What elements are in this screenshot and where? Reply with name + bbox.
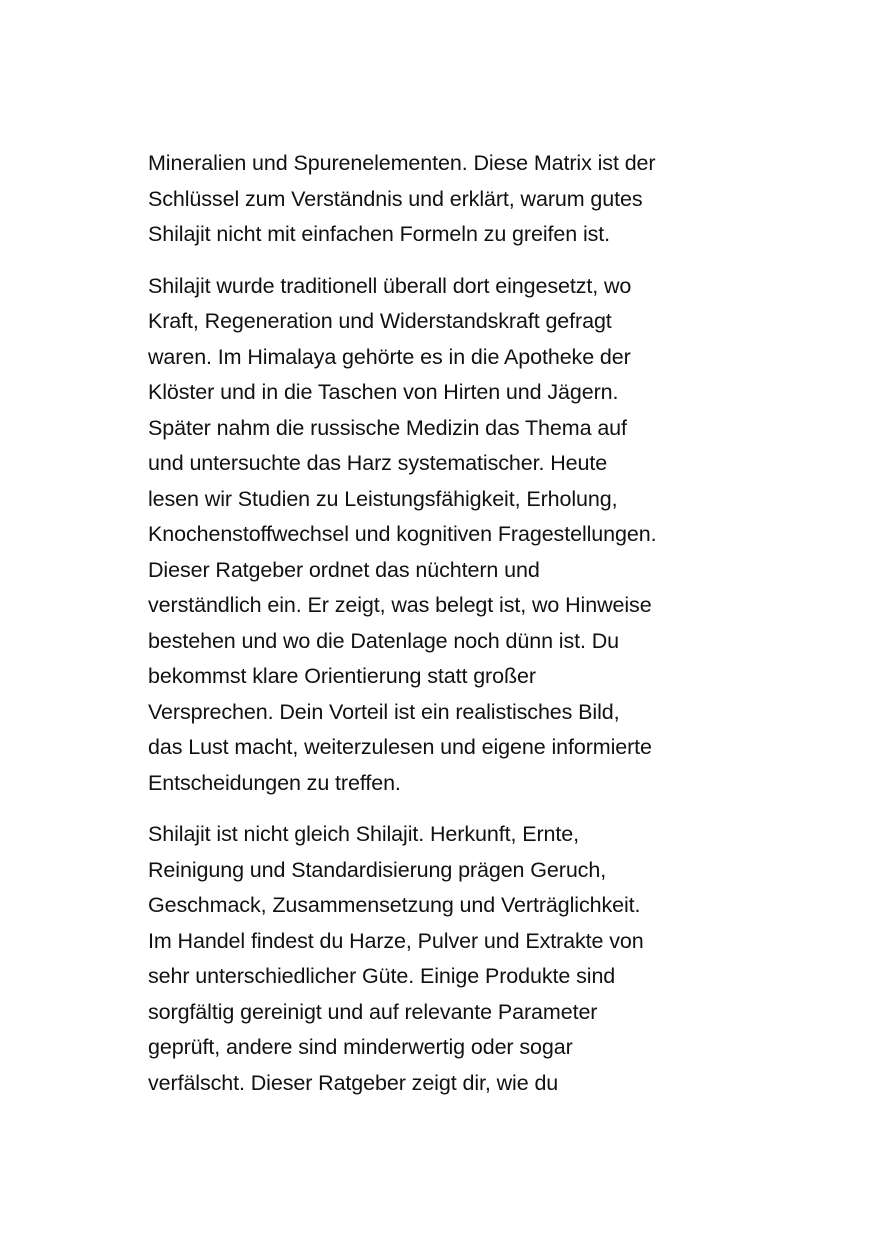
text-line: Shilajit nicht mit einfachen Formeln zu greifen ist. [148,222,611,246]
body-text [148,146,748,1117]
text-line: sehr unterschiedlicher Güte. Einige Produkte sind [148,964,616,988]
text-line: Mineralien und Spurenelementen. Diese Matrix ist der [148,151,656,175]
text-line: Klöster und in die Taschen von Hirten und Jägern. [148,380,619,404]
text-line: Knochenstoffwechsel und kognitiven Fragestellungen. [148,522,657,546]
text-line: lesen wir Studien zu Leistungsfähigkeit, Erholung, [148,486,618,511]
paragraph-3 [148,817,748,1101]
text-line: und untersuchte das Harz systematischer. Heute [148,451,608,475]
text-line: Reinigung und Standardisierung prägen Geruch, [148,857,607,882]
text-line: Shilajit wurde traditionell überall dort eingesetzt, wo [148,273,632,298]
text-line: waren. Im Himalaya gehörte es in die Apotheke der [148,344,631,369]
text-line: Kraft, Regeneration und Widerstandskraft gefragt [148,309,612,333]
text-line: verständlich ein. Er zeigt, was belegt ist, wo Hinweise [148,593,652,617]
text-line: verfälscht. Dieser Ratgeber zeigt dir, wie du [148,1070,559,1095]
text-line: Dieser Ratgeber ordnet das nüchtern und [148,557,540,582]
text-line: Shilajit ist nicht gleich Shilajit. Herkunft, Ernte, [148,822,579,846]
text-line: Später nahm die russische Medizin das Thema auf [148,415,627,440]
text-line: Geschmack, Zusammensetzung und Verträglichkeit. [148,893,641,917]
text-line: das Lust macht, weiterzulesen und eigene informierte [148,735,652,759]
text-line: bekommst klare Orientierung statt großer [148,664,536,688]
text-line: Schlüssel zum Verständnis und erklärt, warum gutes [148,186,643,211]
text-line: bestehen und wo die Datenlage noch dünn ist. Du [148,628,620,653]
text-line: Entscheidungen zu treffen. [148,770,401,795]
text-line: geprüft, andere sind minderwertig oder sogar [148,1035,573,1059]
text-line: sorgfältig gereinigt und auf relevante Parameter [148,999,598,1024]
paragraph-2 [148,269,748,802]
paragraph-1 [148,146,748,253]
text-line: Versprechen. Dein Vorteil ist ein realistisches Bild, [148,699,620,724]
text-line: Im Handel findest du Harze, Pulver und Extrakte von [148,928,644,953]
